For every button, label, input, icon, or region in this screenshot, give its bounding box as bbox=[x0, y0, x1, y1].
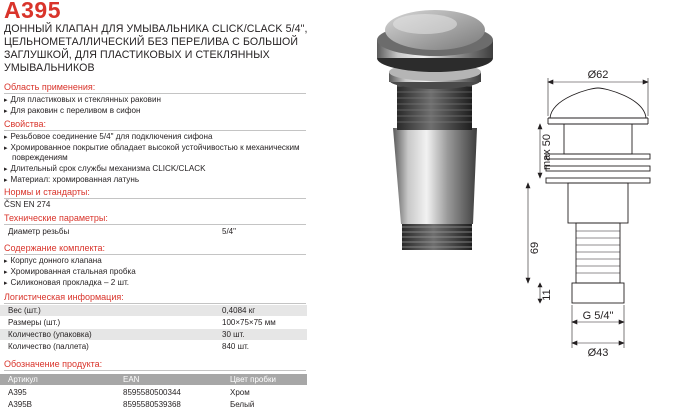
max-height-label: max 50 bbox=[541, 133, 553, 171]
tech-row bbox=[0, 226, 307, 237]
application-item: ▸ Для раковин с переливом в сифон bbox=[4, 106, 140, 117]
thread-bottom bbox=[402, 222, 472, 250]
standard-value: ČSN EN 274 bbox=[4, 200, 51, 209]
property-item: ▸ Резьбовое соединение 5/4" для подключения сифона bbox=[4, 132, 213, 143]
product-image bbox=[355, 0, 495, 260]
product-sku: A395 bbox=[4, 0, 61, 23]
products-table-header bbox=[0, 374, 307, 385]
logistics-heading: Логистическая информация: bbox=[4, 292, 124, 302]
property-item: ▸ Хромированное покрытие обладает высокой устойчивостью к механическим bbox=[4, 143, 300, 154]
divider bbox=[4, 224, 306, 225]
divider bbox=[4, 254, 306, 255]
contents-item: ▸ Корпус донного клапана bbox=[4, 256, 102, 267]
bottom-length-label: 11 bbox=[541, 289, 553, 301]
logistics-row bbox=[0, 341, 307, 352]
thread-length-label: 69 bbox=[529, 241, 541, 255]
contents-item: ▸ Хромированная стальная пробка bbox=[4, 267, 136, 278]
logistics-row-name: Вес (шт.) bbox=[8, 306, 41, 315]
technical-heading: Технические параметры: bbox=[4, 213, 108, 223]
column-header-ean: EAN bbox=[123, 375, 140, 384]
divider bbox=[4, 130, 306, 131]
divider bbox=[4, 303, 306, 304]
top-diameter-label: Ø62 bbox=[587, 69, 609, 81]
tech-row-value: 5/4" bbox=[222, 227, 236, 236]
application-heading: Область применения: bbox=[4, 82, 96, 92]
standards-heading: Нормы и стандарты: bbox=[4, 187, 90, 197]
product-title: ДОННЫЙ КЛАПАН ДЛЯ УМЫВАЛЬНИКА CLICK/CLACK 5/4", ЦЕЛЬНОМЕТАЛЛИЧЕСКИЙ БЕЗ ПЕРЕЛИВА С БОЛЬШОЙ ЗАГЛУШКОЙ, ДЛЯ ПЛАСТИКОВЫХ И СТЕКЛЯННЫХ УМЫВАЛЬНИКОВ bbox=[4, 23, 308, 74]
logistics-row bbox=[0, 317, 307, 328]
product-row bbox=[0, 399, 307, 410]
contents-item: ▸ Силиконовая прокладка – 2 шт. bbox=[4, 278, 129, 289]
properties-heading: Свойства: bbox=[4, 119, 47, 129]
product-ean-cell: 8595580539368 bbox=[123, 400, 181, 409]
divider bbox=[4, 370, 306, 371]
valve-body bbox=[393, 128, 477, 224]
products-heading: Обозначение продукта: bbox=[4, 359, 103, 369]
logistics-row bbox=[0, 305, 307, 316]
product-row bbox=[0, 387, 307, 398]
logistics-row-value: 0,4084 кг bbox=[222, 306, 256, 315]
product-sku-cell: A395B bbox=[8, 400, 33, 409]
application-item: ▸ Для пластиковых и стеклянных раковин bbox=[4, 95, 161, 106]
logistics-row bbox=[0, 329, 307, 340]
contents-heading: Содержание комплекта: bbox=[4, 243, 106, 253]
divider bbox=[4, 198, 306, 199]
property-item: ▸ Материал: хромированная латунь bbox=[4, 175, 139, 186]
property-item: ▸ Длительный срок службы механизма CLICK/CLACK bbox=[4, 164, 205, 175]
property-item-continuation: повреждениям bbox=[12, 153, 68, 162]
divider bbox=[4, 93, 306, 94]
column-header-sku: Артикул bbox=[8, 375, 38, 384]
product-color-cell: Хром bbox=[230, 388, 250, 397]
column-header-color: Цвет пробки bbox=[230, 375, 276, 384]
thread-size-label: G 5/4" bbox=[582, 310, 614, 322]
logistics-row-value: 840 шт. bbox=[222, 342, 249, 351]
product-ean-cell: 8595580500344 bbox=[123, 388, 181, 397]
logistics-row-name: Размеры (шт.) bbox=[8, 318, 61, 327]
logistics-row-value: 100×75×75 мм bbox=[222, 318, 276, 327]
product-sku-cell: A395 bbox=[8, 388, 27, 397]
bottom-diameter-label: Ø43 bbox=[587, 347, 609, 359]
tech-row-name: Диаметр резьбы bbox=[8, 227, 70, 236]
logistics-row-name: Количество (паллета) bbox=[8, 342, 89, 351]
logistics-row-name: Количество (упаковка) bbox=[8, 330, 92, 339]
product-color-cell: Белый bbox=[230, 400, 255, 409]
technical-drawing bbox=[520, 66, 674, 412]
logistics-row-value: 30 шт. bbox=[222, 330, 245, 339]
